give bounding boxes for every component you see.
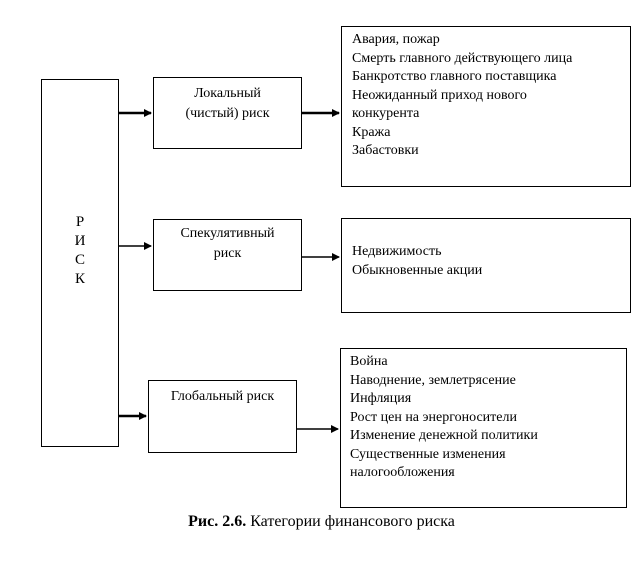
example-item: Неожиданный приход нового (352, 87, 527, 103)
example-item: Недвижимость (352, 244, 442, 259)
category-label-line: Локальный (194, 86, 261, 101)
risk-box (41, 79, 119, 447)
example-item: Банкротство главного поставщика (352, 69, 557, 84)
category-label-line: Спекулятивный (180, 226, 275, 241)
examples-list (352, 243, 630, 280)
category-box-global (148, 380, 297, 453)
example-item: налогообложения (350, 465, 455, 480)
examples-list (352, 31, 630, 161)
example-item: Рост цен на энергоносители (350, 409, 517, 425)
risk-letters (42, 213, 118, 289)
example-item: Существенные изменения (350, 446, 506, 462)
example-item: Инфляция (350, 391, 412, 406)
example-item: Война (350, 354, 388, 369)
figure-caption (0, 513, 643, 531)
example-item: Смерть главного действующего лица (352, 50, 573, 66)
example-item: Кража (352, 124, 391, 140)
example-item: конкурента (352, 106, 420, 121)
risk-letter: И (74, 233, 86, 249)
figure-number: Рис. 2.6. (188, 513, 247, 530)
examples-list (350, 353, 626, 483)
category-box-local (153, 77, 302, 149)
example-item: Изменение денежной политики (350, 428, 538, 443)
figure-caption-text: Категории финансового риска (250, 513, 455, 530)
examples-box-speculative (341, 218, 631, 313)
examples-box-global (340, 348, 627, 508)
examples-box-local (341, 26, 631, 187)
category-label-line: (чистый) риск (185, 106, 270, 121)
risk-letter: К (74, 271, 85, 287)
example-item: Наводнение, землетрясение (350, 372, 516, 388)
example-item: Авария, пожар (352, 32, 440, 47)
risk-letter: С (74, 252, 85, 268)
category-label-line: Глобальный риск (170, 389, 275, 404)
category-box-speculative (153, 219, 302, 291)
example-item: Обыкновенные акции (352, 262, 483, 278)
risk-letter: Р (75, 214, 85, 230)
example-item: Забастовки (352, 143, 419, 158)
category-label-line: риск (213, 246, 242, 261)
